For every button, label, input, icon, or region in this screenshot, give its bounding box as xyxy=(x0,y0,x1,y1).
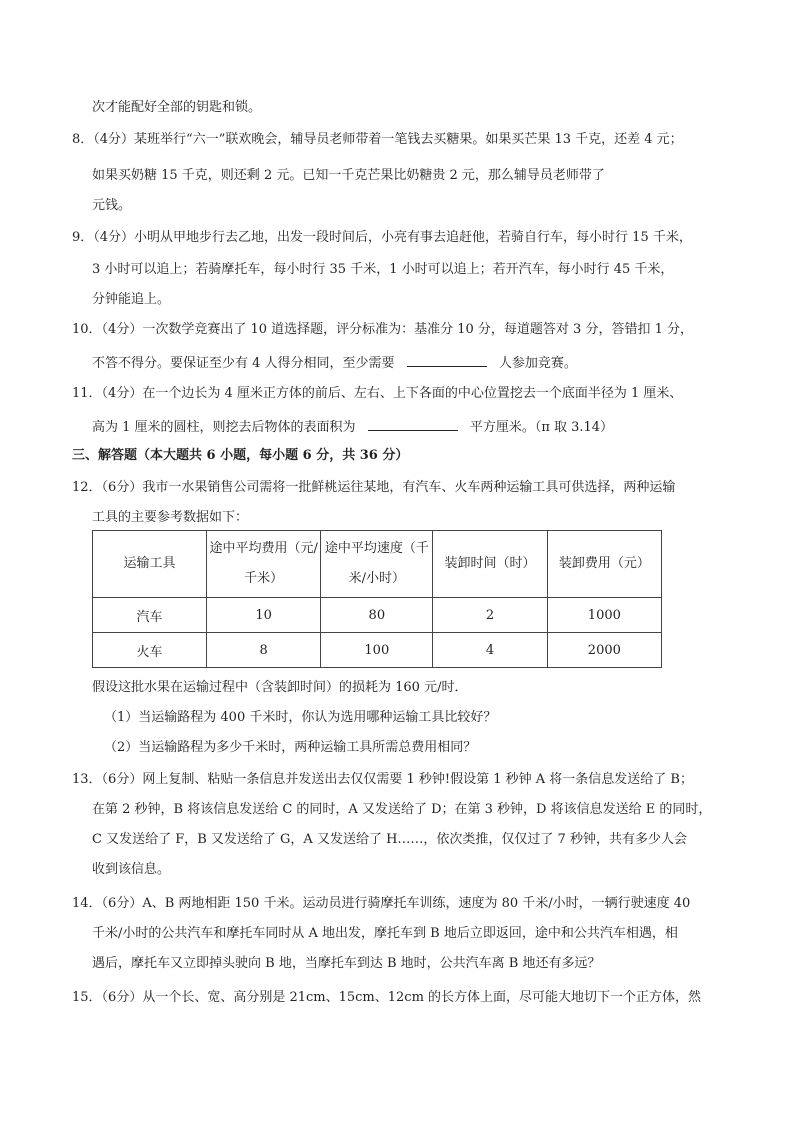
q8-line-2: 如果买奶糖 15 千克，则还剩 2 元。已知一千克芒果比奶糖贵 2 元，那么辅导员老师带了 xyxy=(92,168,605,183)
q14-line-3: 遇后，摩托车又立即掉头驶向 B 地，当摩托车到达 B 地时，公共汽车离 B 地还有多远？ xyxy=(92,956,601,971)
table-header-cell: 运输工具 xyxy=(93,531,207,598)
q14-line-2: 千米/小时的公共汽车和摩托车同时从 A 地出发，摩托车到 B 地后立即返回，途中和公共汽车相遇，相 xyxy=(92,926,678,941)
section-3-title: 三、解答题（本大题共 6 小题，每小题 6 分，共 36 分） xyxy=(72,448,409,463)
q7-tail: 次才能配好全部的钥匙和锁。 xyxy=(92,100,262,115)
q13-line-3: C 又发送给了 F，B 又发送给了 G，A 又发送给了 H……，依次类推，仅仅过了 7 秒钟，共有多少人会 xyxy=(92,832,687,847)
transport-table xyxy=(92,530,662,668)
q13-line-1: 13．（6分）网上复制、粘贴一条信息并发送出去仅仅需要 1 秒钟!假设第 1 秒钟 A 将一条信息发送给了 B； xyxy=(72,772,693,787)
table-cell: 2000 xyxy=(547,633,661,668)
q12-sub-1: （1）当运输路程为 400 千米时，你认为选用哪种运输工具比较好？ xyxy=(104,710,497,725)
q14-line-1: 14．（6分）A、B 两地相距 150 千米。运动员进行骑摩托车训练，速度为 80 千米/小时，一辆行驶速度 40 xyxy=(72,896,691,911)
table-cell: 8 xyxy=(207,633,321,668)
q12-line-2: 工具的主要参考数据如下： xyxy=(92,510,249,525)
table-header-cell: 途中平均费用（元/千米） xyxy=(207,531,321,598)
q9-line-3: 分钟能追上。 xyxy=(92,292,171,307)
table-cell: 100 xyxy=(321,633,433,668)
q11-answer-blank[interactable] xyxy=(368,416,458,431)
q8-line-3: 元钱。 xyxy=(92,198,132,213)
q11-line-1: 11．（4分）在一个边长为 4 厘米正方体的前后、左右、上下各面的中心位置挖去一个底面半径为 1 厘米、 xyxy=(72,386,683,401)
q9-line-2: 3 小时可以追上；若骑摩托车，每小时行 35 千米，1 小时可以追上；若开汽车，每小时行 45 千米， xyxy=(92,262,674,277)
table-cell: 1000 xyxy=(547,598,661,633)
table-row xyxy=(93,598,662,633)
q12-note: 假设这批水果在运输过程中（含装卸时间）的损耗为 160 元/时． xyxy=(92,680,468,695)
table-cell: 10 xyxy=(207,598,321,633)
q13-line-4: 收到该信息。 xyxy=(92,862,171,877)
table-cell: 80 xyxy=(321,598,433,633)
q15-line-1: 15．（6分）从一个长、宽、高分别是 21cm、15cm、12cm 的长方体上面，尽可能大地切下一个正方体，然 xyxy=(72,990,702,1005)
table-header-cell: 途中平均速度（千米/小时） xyxy=(321,531,433,598)
q10-line-1: 10．（4分）一次数学竞赛出了 10 道选择题，评分标准为：基准分 10 分，每道题答对 3 分，答错扣 1 分， xyxy=(72,322,693,337)
q10-answer-blank[interactable] xyxy=(407,352,487,367)
q12-line-1: 12．（6分）我市一水果销售公司需将一批鲜桃运往某地，有汽车、火车两种运输工具可供选择，两种运输 xyxy=(72,480,676,495)
q13-line-2: 在第 2 秒钟，B 将该信息发送给 C 的同时，A 又发送给了 D；在第 3 秒钟，D 将该信息发送给 E 的同时， xyxy=(92,802,712,817)
table-cell: 汽车 xyxy=(93,598,207,633)
table-header-cell: 装卸时间（时） xyxy=(433,531,547,598)
table-cell: 4 xyxy=(433,633,547,668)
table-row xyxy=(93,633,662,668)
table-header-row xyxy=(93,531,662,598)
table-cell: 火车 xyxy=(93,633,207,668)
q10-line-2: 不答不得分。要保证至少有 4 人得分相同，至少需要 人参加竞赛。 xyxy=(92,352,577,374)
q11-line-2: 高为 1 厘米的圆柱，则挖去后物体的表面积为 平方厘米。（π 取 3.14） xyxy=(92,416,613,438)
q8-line-1: 8．（4分）某班举行“六一”联欢晚会，辅导员老师带着一笔钱去买糖果。如果买芒果 13 千克，还差 4 元； xyxy=(72,132,683,147)
table-cell: 2 xyxy=(433,598,547,633)
table-header-cell: 装卸费用（元） xyxy=(547,531,661,598)
q12-sub-2: （2）当运输路程为多少千米时，两种运输工具所需总费用相同？ xyxy=(104,740,477,755)
q9-line-1: 9．（4分）小明从甲地步行去乙地，出发一段时间后，小亮有事去追赶他，若骑自行车，每小时行 15 千米， xyxy=(72,230,692,245)
